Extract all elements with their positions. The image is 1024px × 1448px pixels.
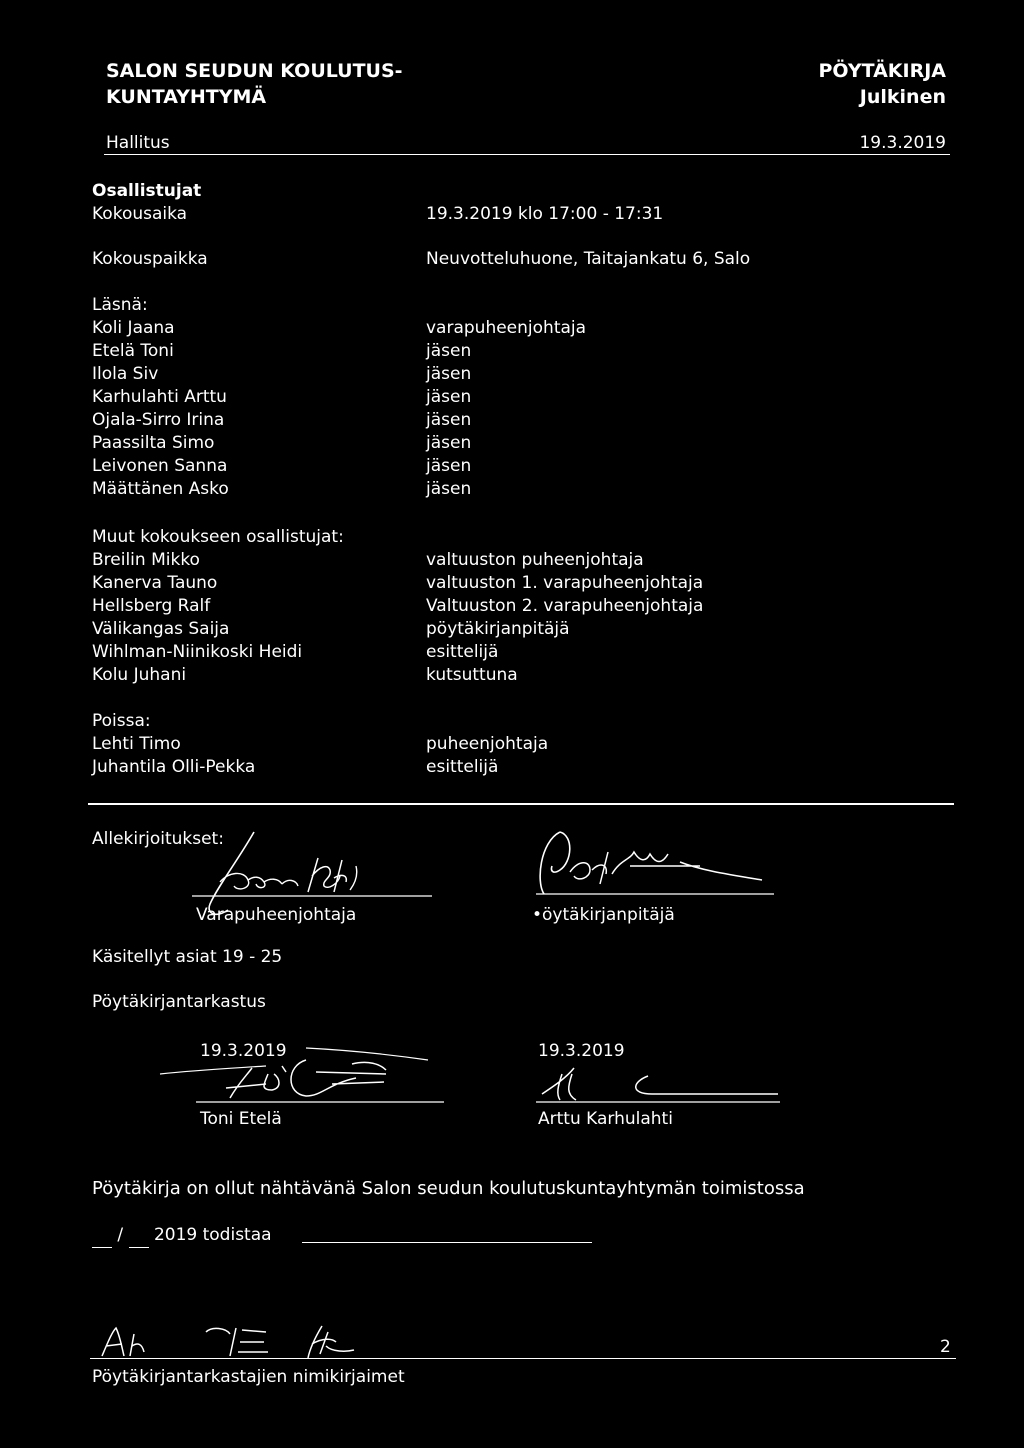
- org-name-line1: SALON SEUDUN KOULUTUS-: [106, 60, 403, 82]
- section-divider: [88, 803, 954, 805]
- reviewer-left-name: Toni Etelä: [200, 1109, 282, 1129]
- absent-name: Lehti Timo: [92, 734, 181, 754]
- absent-name: Juhantila Olli-Pekka: [92, 757, 256, 777]
- member-name: Ilola Siv: [92, 364, 159, 384]
- absent-roles: [426, 733, 548, 779]
- publicity-status: Julkinen: [859, 86, 946, 108]
- member-role: jäsen: [426, 387, 472, 407]
- participant-name: Breilin Mikko: [92, 550, 200, 570]
- time-value: 19.3.2019 klo 17:00 - 17:31: [426, 204, 664, 224]
- member-name: Määttänen Asko: [92, 479, 229, 499]
- participant-name: Kolu Juhani: [92, 665, 187, 685]
- review-left-date: 19.3.2019: [200, 1041, 287, 1061]
- participant-name: Wihlman-Niinikoski Heidi: [92, 642, 303, 662]
- page-number: 2: [940, 1337, 951, 1357]
- secretary-signature: [530, 822, 780, 912]
- place-value: Neuvotteluhuone, Taitajankatu 6, Salo: [426, 249, 751, 269]
- member-name: Koli Jaana: [92, 318, 175, 338]
- member-name: Ojala-Sirro Irina: [92, 410, 225, 430]
- review-label: Pöytäkirjantarkastus: [92, 992, 266, 1012]
- present-label: Läsnä:: [92, 295, 148, 315]
- initials-label: Pöytäkirjantarkastajien nimikirjaimet: [92, 1367, 405, 1387]
- secretary-role: •öytäkirjanpitäjä: [532, 905, 675, 925]
- absent-label: Poissa:: [92, 711, 151, 731]
- member-name: Karhulahti Arttu: [92, 387, 227, 407]
- member-role: jäsen: [426, 433, 472, 453]
- participant-name: Kanerva Tauno: [92, 573, 218, 593]
- member-name: Leivonen Sanna: [92, 456, 228, 476]
- reviewer-right-signature: [532, 1060, 782, 1110]
- others-label: Muut kokoukseen osallistujat:: [92, 527, 344, 547]
- document-type: PÖYTÄKIRJA: [818, 60, 946, 82]
- items-text: Käsitellyt asiat 19 - 25: [92, 947, 283, 967]
- others-roles: [426, 549, 703, 687]
- vice-chair-role: Varapuheenjohtaja: [196, 905, 357, 925]
- absent-role: esittelijä: [426, 757, 499, 777]
- body-name: Hallitus: [106, 133, 170, 153]
- absent-names: [92, 733, 255, 779]
- participant-role: esittelijä: [426, 642, 499, 662]
- member-role: jäsen: [426, 410, 472, 430]
- participant-role: Valtuuston 2. varapuheenjohtaja: [426, 596, 704, 616]
- initials-rule: [90, 1358, 956, 1359]
- others-names: [92, 549, 302, 687]
- display-date-line: [92, 1224, 272, 1248]
- header-rule: [104, 154, 950, 155]
- absent-role: puheenjohtaja: [426, 734, 549, 754]
- date-suffix: 2019 todistaa: [153, 1225, 272, 1245]
- participant-role: valtuuston puheenjohtaja: [426, 550, 644, 570]
- reviewer-right-name: Arttu Karhulahti: [538, 1109, 673, 1129]
- participant-name: Välikangas Saija: [92, 619, 230, 639]
- org-name-line2: KUNTAYHTYMÄ: [106, 86, 267, 108]
- member-role: jäsen: [426, 479, 472, 499]
- day-blank: [92, 1224, 112, 1248]
- date-separator: /: [117, 1225, 124, 1245]
- participant-role: pöytäkirjanpitäjä: [426, 619, 570, 639]
- member-role: jäsen: [426, 456, 472, 476]
- signatures-label: Allekirjoitukset:: [92, 829, 224, 849]
- month-blank: [129, 1224, 149, 1248]
- display-statement: Pöytäkirja on ollut nähtävänä Salon seudun koulutuskuntayhtymän toimistossa: [92, 1178, 805, 1199]
- member-name: Paassilta Simo: [92, 433, 215, 453]
- place-label: Kokouspaikka: [92, 249, 208, 269]
- member-role: varapuheenjohtaja: [426, 318, 587, 338]
- participant-name: Hellsberg Ralf: [92, 596, 211, 616]
- witness-line: [302, 1242, 592, 1243]
- review-right-date: 19.3.2019: [538, 1041, 625, 1061]
- section-title: Osallistujat: [92, 181, 202, 201]
- present-roles: [426, 317, 586, 501]
- member-name: Etelä Toni: [92, 341, 174, 361]
- participant-role: kutsuttuna: [426, 665, 518, 685]
- header-date: 19.3.2019: [859, 133, 946, 153]
- reviewer-left-signature: [156, 1044, 446, 1114]
- time-label: Kokousaika: [92, 204, 188, 224]
- member-role: jäsen: [426, 364, 472, 384]
- participant-role: valtuuston 1. varapuheenjohtaja: [426, 573, 704, 593]
- member-role: jäsen: [426, 341, 472, 361]
- present-names: [92, 317, 229, 501]
